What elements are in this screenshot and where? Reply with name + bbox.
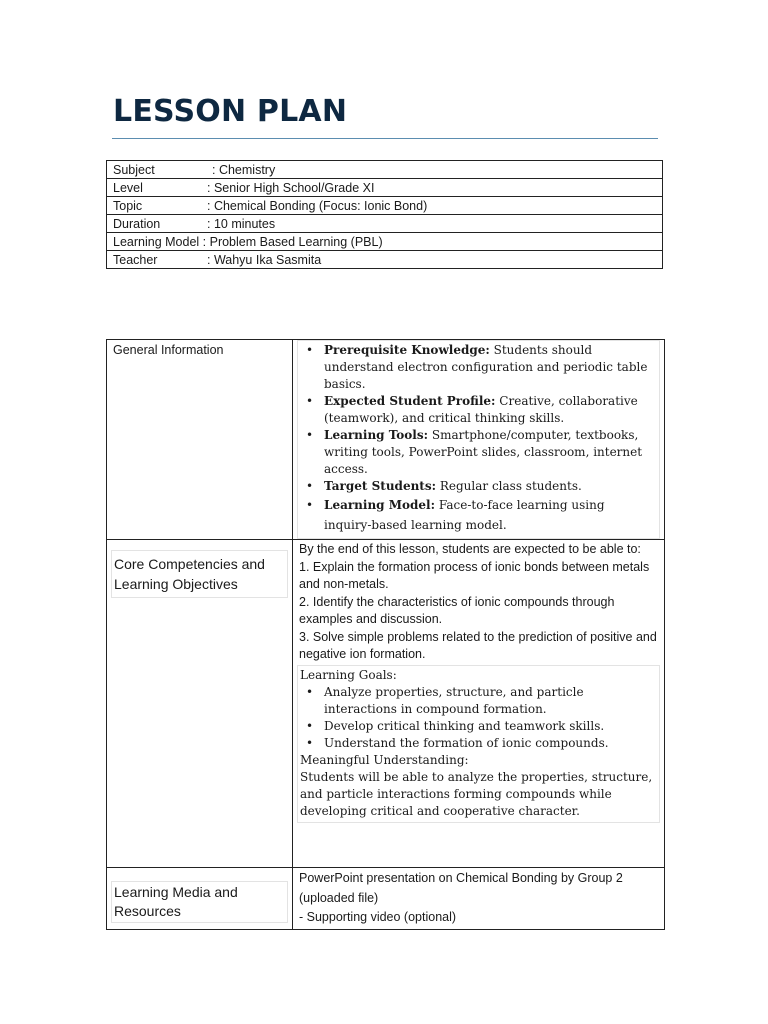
row-general-information: [107, 340, 665, 540]
list-item: [300, 478, 655, 495]
learning-goals-box: [297, 665, 660, 823]
item-text: Smartphone/computer, textbooks, writing tools, PowerPoint slides, classroom, internet access.: [324, 428, 643, 476]
info-row-teacher: [107, 251, 663, 269]
objective-item: 1. Explain the formation process of ionic bonds between metals and non-metals.: [299, 559, 650, 591]
list-item: • Analyze properties, structure, and particle interactions in compound formation.: [300, 684, 657, 718]
item-term: Expected Student Profile:: [324, 394, 496, 408]
topic-value: : Chemical Bonding (Focus: Ionic Bond): [207, 198, 428, 213]
item-term: Target Students:: [324, 479, 437, 493]
row-learning-media: [107, 868, 665, 930]
objectives-intro: By the end of this lesson, students are expected to be able to:: [299, 542, 641, 556]
level-label: Level: [113, 180, 143, 195]
objective-item: 3. Solve simple problems related to the prediction of positive and negative ion formation.: [299, 629, 657, 661]
teacher-label: Teacher: [113, 252, 158, 267]
learning-goals-list: [300, 684, 657, 752]
info-row-duration: [107, 215, 663, 233]
list-item: [300, 427, 655, 478]
info-row-level: [107, 179, 663, 197]
level-value: : Senior High School/Grade XI: [207, 180, 375, 195]
item-text: Regular class students.: [436, 479, 582, 493]
item-text: Creative, collaborative (teamwork), and critical thinking skills.: [324, 394, 638, 425]
meaningful-understanding-heading: Meaningful Understanding:: [300, 752, 469, 767]
info-row-topic: [107, 197, 663, 215]
learning-media-item: - Supporting video (optional): [299, 910, 457, 924]
core-competencies-label: Core Competencies and Learning Objectives: [111, 550, 288, 598]
duration-label: Duration: [113, 216, 161, 231]
topic-label: Topic: [113, 198, 143, 213]
item-term: Learning Tools:: [324, 428, 429, 442]
learning-media-label: Learning Media and Resources: [111, 881, 288, 923]
subject-value: : Chemistry: [212, 162, 276, 177]
page-title: LESSON PLAN: [113, 94, 348, 129]
lesson-info-table: [106, 160, 663, 269]
list-item: [300, 342, 655, 393]
list-item: [300, 495, 655, 535]
subject-label: Subject: [113, 162, 155, 177]
general-information-box: [297, 340, 660, 539]
learning-model-value: : Problem Based Learning (PBL): [202, 234, 383, 249]
lesson-plan-table: [106, 339, 665, 930]
info-row-learning-model: [107, 233, 663, 251]
learning-model-label: Learning Model: [113, 234, 200, 249]
general-information-list: [300, 342, 655, 535]
objective-item: 2. Identify the characteristics of ionic compounds through examples and discussion.: [299, 594, 615, 626]
list-item: • Understand the formation of ionic compounds.: [300, 735, 657, 752]
item-text: Students should understand electron configuration and periodic table basics.: [324, 343, 648, 391]
item-term: Learning Model:: [324, 498, 436, 512]
info-row-subject: [107, 161, 663, 179]
general-information-label: General Information: [113, 343, 224, 357]
learning-goals-heading: Learning Goals:: [300, 667, 397, 682]
teacher-value: : Wahyu Ika Sasmita: [207, 252, 322, 267]
meaningful-understanding-text: Students will be able to analyze the properties, structure, and particle interactions forming compounds while developing critical and cooperative character.: [300, 769, 653, 819]
title-divider: [112, 138, 658, 139]
item-text: Face-to-face learning using inquiry-based learning model.: [324, 498, 605, 532]
list-item: • Develop critical thinking and teamwork skills.: [300, 718, 657, 735]
learning-media-item: PowerPoint presentation on Chemical Bonding by Group 2 (uploaded file): [299, 871, 623, 905]
row-core-competencies: [107, 540, 665, 868]
item-term: Prerequisite Knowledge:: [324, 343, 490, 357]
duration-value: : 10 minutes: [207, 216, 276, 231]
list-item: [300, 393, 655, 427]
objectives-block: [293, 540, 664, 665]
learning-media-block: [293, 868, 664, 929]
